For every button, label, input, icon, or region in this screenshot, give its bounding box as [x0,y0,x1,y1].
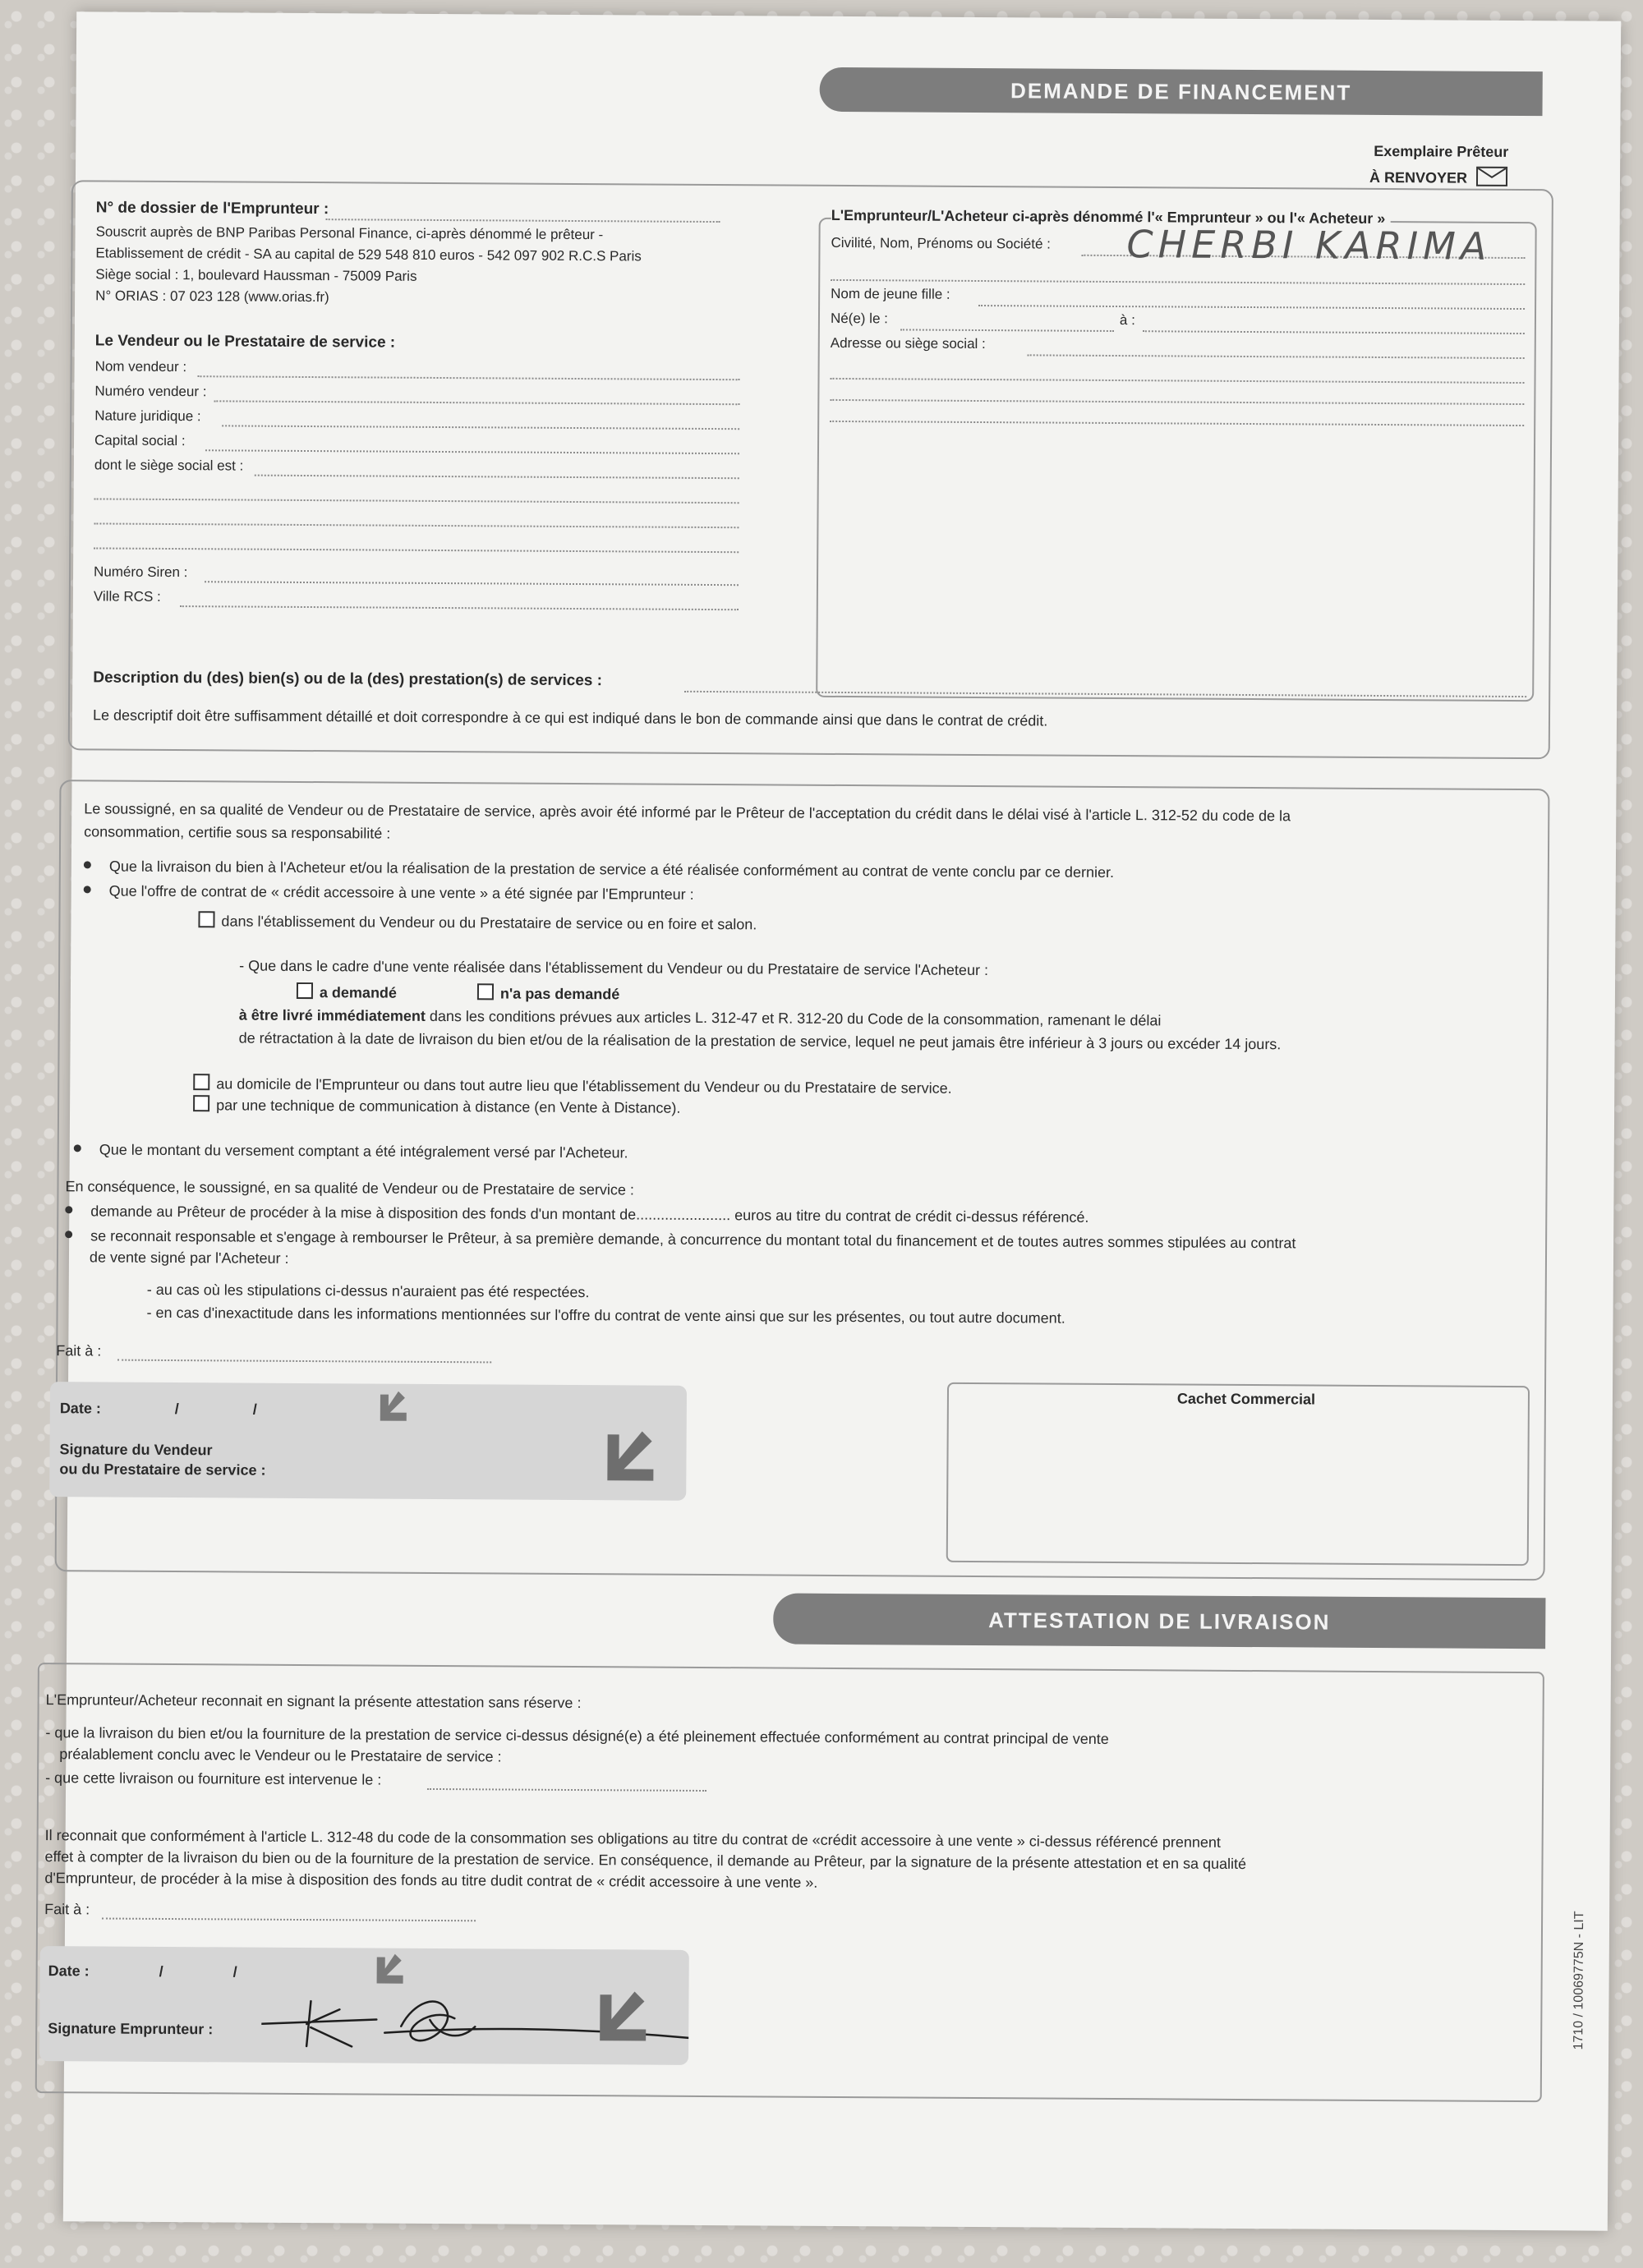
side-code: 1710 / 10069775N - LIT [1572,1911,1587,2050]
vendor-field-number-label: Numéro vendeur : [94,383,207,400]
vendor-rcs-label: Ville RCS : [93,588,161,605]
attestation-date-sep-2: / [232,1963,237,1980]
check-not-asked-label: n'a pas demandé [499,985,620,1003]
check-not-asked-row [477,983,619,1003]
vendor-field-name-label: Nom vendeur : [94,358,187,375]
check-distance[interactable] [193,1095,209,1111]
cert-bullet-1: Que la livraison du bien à l'Acheteur et/ou la réalisation de la prestation de service a été réalisée conformément au contrat de vente conclu par ce dernier. [84,858,1114,881]
cert-dash-2: - en cas d'inexactitude dans les informations mentionnées sur l'offre du contrat de vente ainsi que sur les présentes, ou tout autre document. [146,1304,1065,1327]
envelope-icon [1476,167,1507,186]
borrower-signature-label: Signature Emprunteur : [48,2020,214,2038]
attestation-date-label: Date : [48,1962,90,1980]
vendor-siren-label: Numéro Siren : [94,564,188,581]
cert-intro-1: Le soussigné, en sa qualité de Vendeur ou de Prestataire de service, après avoir été informé par le Prêteur de l'acceptation du crédit dans le délai visé à l'article L. 312-52 du code de la [84,800,1291,825]
cert-bullet-5: se reconnait responsable et s'engage à rembourser le Prêteur, à sa première demande, à concurrence du montant total du financement et de toutes autres sommes stipulées au contrat [65,1227,1296,1252]
arrow-icon [597,1426,663,1492]
delivery-bold: à être livré immédiatement [238,1006,426,1024]
cert-bullet-3: Que le montant du versement comptant a été intégralement versé par l'Acheteur. [74,1141,628,1162]
borrower-title: L'Emprunteur/L'Acheteur ci-après dénommé l'« Emprunteur » ou l'« Acheteur » [831,207,1391,228]
attestation-item-1: - que la livraison du bien et/ou la fourniture de la prestation de service ci-dessus désigné(e) a été pleinement effectuée conformément au contrat principal de vente [45,1724,1109,1747]
check-asked-row [297,982,397,1002]
vendor-signature-label-1: Signature du Vendeur [59,1441,213,1459]
copy-label: Exemplaire Prêteur [1374,142,1509,160]
cert-bullet-4: demande au Prêteur de procéder à la mise à disposition des fonds d'un montant de....................... euros au titre du contrat de crédit ci-dessus référencé. [65,1203,1088,1226]
description-label: Description du (des) bien(s) ou de la (des) prestation(s) de services : [93,669,603,690]
borrower-maiden-label: Nom de jeune fille : [831,285,950,302]
attestation-para-3: d'Emprunteur, de procéder à la mise à disposition des fonds au titre dudit contrat de « crédit accessoire à une vente ». [44,1870,818,1891]
attestation-done-at-label: Fait à : [44,1901,90,1918]
cert-date-label: Date : [59,1400,101,1417]
stamp-label: Cachet Commercial [1176,1390,1316,1408]
dossier-label: N° de dossier de l'Emprunteur : [95,199,329,219]
check-not-asked[interactable] [477,983,494,1000]
attestation-para-1: Il reconnait que conformément à l'article L. 312-48 du code de la consommation ses obligations au titre du contrat de «crédit accessoire à une vente » ci-dessus référencé prennent [44,1827,1221,1851]
check-home[interactable] [193,1074,209,1090]
cert-dash-1: - au cas où les stipulations ci-dessus n'auraient pas été respectées. [146,1281,590,1301]
vendor-field-capital-label: Capital social : [94,432,186,449]
attestation-banner [773,1594,1545,1649]
vendor-signature-label-2: ou du Prestataire de service : [59,1461,266,1479]
attestation-title: ATTESTATION DE LIVRAISON [988,1607,1331,1635]
cert-consequence: En conséquence, le soussigné, en sa qualité de Vendeur ou de Prestataire de service : [65,1178,635,1198]
cert-sub-intro: - Que dans le cadre d'une vente réalisée dans l'établissement du Vendeur ou du Prestataire de service l'Acheteur : [239,957,989,979]
cert-bullet-5-line-2: de vente signé par l'Acheteur : [89,1249,289,1267]
attestation-date-sep-1: / [159,1962,163,1980]
cert-done-at-label: Fait à : [56,1342,102,1359]
borrower-born-label: Né(e) le : [830,310,888,327]
arrow-icon [372,1388,413,1429]
check-establishment-label: dans l'établissement du Vendeur ou du Prestataire de service ou en foire et salon. [221,913,757,933]
check-establishment-row [198,911,757,933]
vendor-field-legal-label: Nature juridique : [94,407,201,425]
description-note: Le descriptif doit être suffisamment détaillé et doit correspondre à ce qui est indiqué dans le bon de commande ainsi que dans le contrat de crédit. [92,706,1048,729]
check-distance-label: par une technique de communication à distance (en Vente à Distance). [216,1097,681,1116]
check-home-label: au domicile de l'Emprunteur ou dans tout autre lieu que l'établissement du Vendeur ou du Prestataire de service. [216,1075,952,1097]
cert-date-sep-2: / [252,1401,257,1418]
check-asked[interactable] [297,982,313,999]
attestation-para-2: effet à compter de la livraison du bien ou de la fourniture de la prestation de service. En conséquence, il demande au Prêteur, par la signature de la présente attestation et en sa qualité [44,1848,1247,1873]
form-title: DEMANDE DE FINANCEMENT [1010,77,1352,105]
cert-date-sep-1: / [174,1401,179,1418]
cert-bullet-2: Que l'offre de contrat de « crédit accessoire à une vente » a été signée par l'Emprunteur : [84,882,694,904]
check-distance-row [193,1095,680,1117]
form-sheet [44,12,1621,2230]
delivery-rest: dans les conditions prévues aux articles L. 312-47 et R. 312-20 du Code de la consommation, ramenant le délai [429,1007,1162,1029]
lender-line-4: N° ORIAS : 07 023 128 (www.orias.fr) [95,288,329,306]
vendor-title: Le Vendeur ou le Prestataire de service : [94,332,396,352]
borrower-civility-handwritten: CHERBI KARIMA [1126,222,1492,269]
lender-line-3: Siège social : 1, boulevard Haussman - 75009 Paris [95,266,417,284]
stamp-box[interactable] [946,1382,1530,1566]
check-asked-label: a demandé [319,984,398,1001]
return-label: À RENVOYER [1369,166,1507,187]
attestation-intro: L'Emprunteur/Acheteur reconnait en signant la présente attestation sans réserve : [45,1691,582,1712]
borrower-civility-label: Civilité, Nom, Prénoms ou Société : [831,234,1051,252]
arrow-icon [590,1986,656,2052]
attestation-item-1-line-2: préalablement conclu avec le Vendeur ou le Prestataire de service : [59,1746,502,1765]
lender-line-2: Etablissement de crédit - SA au capital de 529 548 810 euros - 542 097 902 R.C.S Paris [95,245,642,265]
check-establishment[interactable] [198,911,214,927]
delivery-line-2: de rétractation à la date de livraison du bien et/ou de la réalisation de la prestation de service, lequel ne peut jamais être inférieur à 3 jours ou excéder 14 jours. [238,1029,1282,1053]
vendor-field-seat-label: dont le siège social est : [94,457,244,474]
cert-intro-2: consommation, certifie sous sa responsabilité : [84,823,391,842]
lender-line-1: Souscrit auprès de BNP Paribas Personal Finance, ci-après dénommé le prêteur - [95,223,604,243]
borrower-born-at-label: à : [1119,312,1135,329]
header-banner [820,67,1543,116]
attestation-item-2: - que cette livraison ou fourniture est intervenue le : [45,1769,382,1788]
borrower-address-label: Adresse ou siège social : [830,334,986,352]
